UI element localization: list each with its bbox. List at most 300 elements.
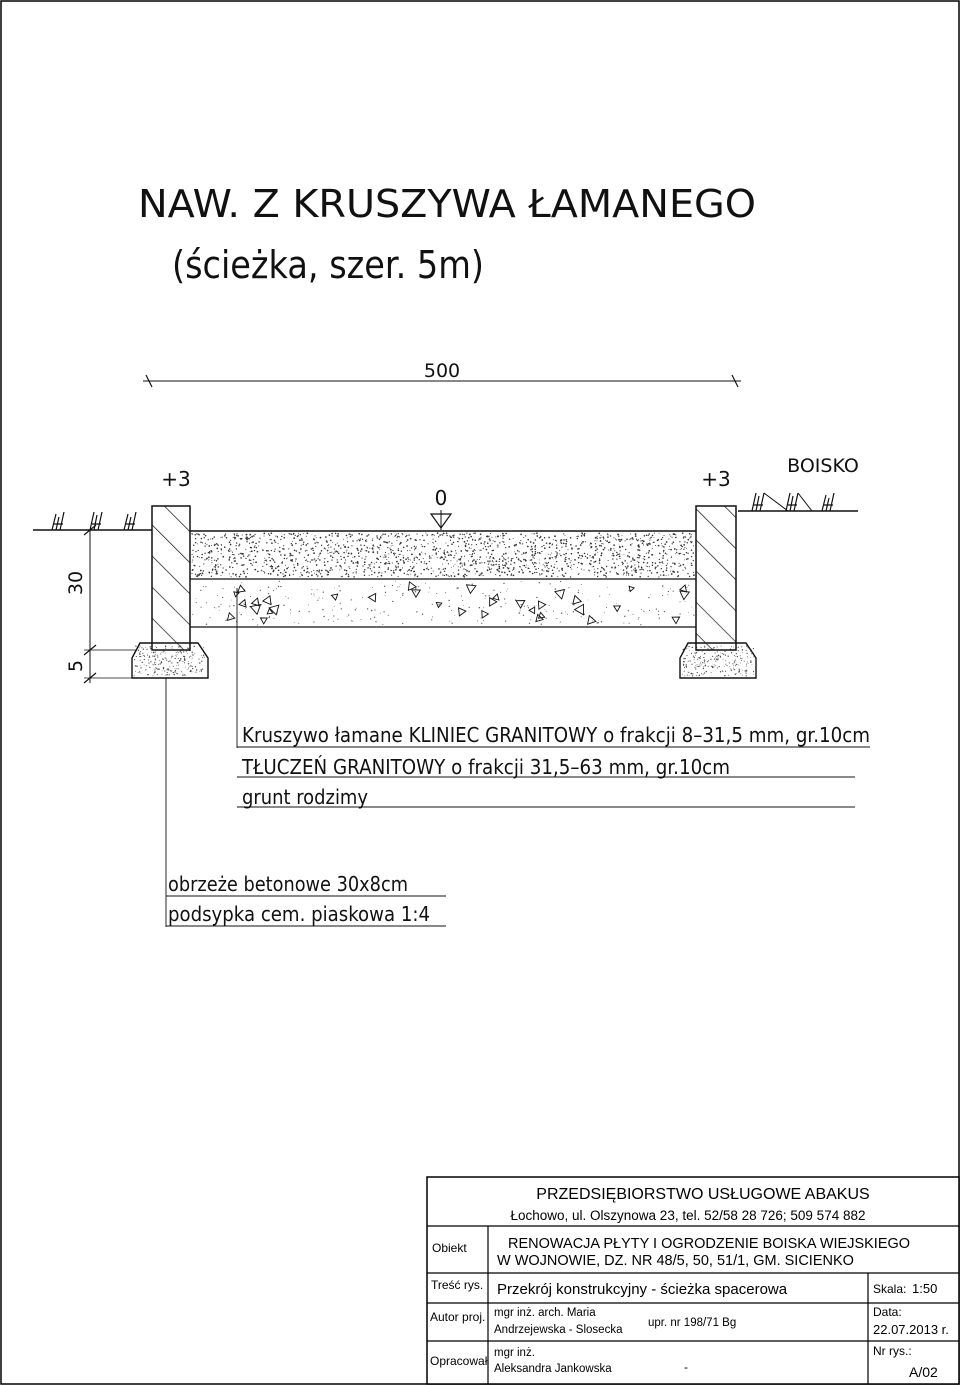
stipple-dot: [201, 671, 202, 672]
stipple-dot: [411, 554, 413, 556]
stipple-dot: [313, 621, 314, 622]
stipple-dot: [667, 594, 668, 595]
stipple-dot: [308, 576, 309, 577]
stipple-dot: [255, 555, 257, 557]
stipple-dot: [319, 597, 320, 598]
stipple-dot: [301, 567, 302, 568]
stipple-dot: [390, 570, 391, 571]
stipple-dot: [149, 656, 150, 657]
stipple-dot: [639, 555, 641, 557]
stipple-dot: [280, 572, 282, 574]
stipple-dot: [219, 610, 220, 611]
stipple-dot: [479, 538, 481, 540]
stipple-dot: [134, 659, 135, 660]
stipple-dot: [619, 550, 620, 551]
stipple-dot: [460, 558, 461, 559]
stipple-dot: [746, 645, 747, 646]
stipple-dot: [295, 570, 296, 571]
stipple-dot: [285, 596, 286, 597]
stipple-dot: [639, 546, 640, 547]
stipple-dot: [222, 597, 223, 598]
stipple-dot: [308, 604, 309, 605]
stipple-dot: [354, 556, 356, 558]
stipple-dot: [541, 546, 542, 547]
stipple-dot: [533, 542, 535, 544]
stipple-dot: [626, 571, 627, 572]
stipple-dot: [617, 554, 618, 555]
stipple-dot: [432, 549, 433, 550]
stipple-dot: [685, 658, 686, 659]
stipple-dot: [503, 565, 504, 566]
stipple-dot: [669, 534, 670, 535]
stipple-dot: [321, 576, 323, 578]
stipple-dot: [196, 669, 197, 670]
stipple-dot: [674, 548, 676, 550]
stipple-dot: [274, 540, 276, 542]
stipple-dot: [262, 549, 264, 551]
stipple-dot: [388, 615, 389, 616]
stipple-dot: [328, 544, 329, 545]
stipple-dot: [697, 672, 698, 673]
stipple-dot: [194, 646, 195, 647]
stipple-dot: [306, 559, 307, 560]
stipple-dot: [172, 656, 173, 657]
stipple-dot: [619, 546, 620, 547]
stipple-dot: [134, 675, 135, 676]
stipple-dot: [531, 546, 533, 548]
stipple-dot: [554, 535, 556, 537]
stipple-dot: [274, 561, 275, 562]
stipple-dot: [422, 614, 423, 615]
stipple-dot: [563, 575, 565, 577]
stipple-dot: [391, 552, 392, 553]
stipple-dot: [435, 576, 437, 578]
stipple-dot: [150, 661, 151, 662]
stipple-dot: [649, 566, 650, 567]
stipple-dot: [370, 568, 371, 569]
stipple-dot: [521, 581, 522, 582]
stipple-dot: [520, 540, 521, 541]
stipple-dot: [221, 575, 222, 576]
stipple-dot: [181, 652, 182, 653]
stipple-dot: [611, 567, 613, 569]
stipple-dot: [195, 672, 196, 673]
stipple-dot: [149, 667, 150, 668]
stipple-dot: [390, 549, 392, 551]
stipple-dot: [202, 542, 203, 543]
stipple-dot: [217, 558, 219, 560]
stipple-dot: [168, 669, 169, 670]
stipple-dot: [635, 533, 636, 534]
stipple-dot: [644, 556, 646, 558]
stipple-dot: [370, 564, 371, 565]
stipple-dot: [597, 538, 598, 539]
stipple-dot: [479, 559, 480, 560]
stipple-dot: [388, 535, 389, 536]
stipple-dot: [401, 550, 402, 551]
stipple-dot: [631, 574, 633, 576]
stipple-dot: [184, 658, 185, 659]
stipple-dot: [245, 576, 247, 578]
stipple-dot: [662, 557, 663, 558]
stipple-dot: [182, 675, 183, 676]
stipple-dot: [555, 588, 556, 589]
stipple-dot: [334, 606, 335, 607]
stipple-dot: [530, 549, 532, 551]
stipple-dot: [174, 674, 175, 675]
stipple-dot: [282, 573, 283, 574]
stipple-dot: [493, 562, 494, 563]
stipple-dot: [525, 560, 526, 561]
stipple-dot: [410, 538, 412, 540]
stipple-dot: [431, 534, 432, 535]
stipple-dot: [691, 564, 693, 566]
stipple-dot: [750, 660, 751, 661]
stipple-dot: [399, 544, 400, 545]
stipple-dot: [450, 536, 451, 537]
stipple-dot: [380, 556, 381, 557]
stipple-dot: [740, 655, 741, 656]
stipple-dot: [520, 534, 522, 536]
stipple-dot: [600, 545, 602, 547]
stipple-dot: [301, 575, 303, 577]
stipple-dot: [315, 535, 316, 536]
stipple-dot: [271, 558, 272, 559]
stipple-dot: [688, 661, 689, 662]
stipple-dot: [447, 551, 448, 552]
stipple-dot: [200, 541, 201, 542]
stipple-dot: [141, 673, 142, 674]
stipple-dot: [266, 564, 267, 565]
stipple-dot: [206, 624, 207, 625]
stipple-dot: [534, 549, 536, 551]
stipple-dot: [311, 559, 313, 561]
stipple-dot: [236, 576, 237, 577]
stipple-dot: [395, 581, 396, 582]
stipple-dot: [444, 575, 445, 576]
stipple-dot: [381, 535, 382, 536]
stipple-dot: [734, 655, 735, 656]
stipple-dot: [348, 574, 349, 575]
stipple-dot: [604, 612, 605, 613]
stipple-dot: [234, 537, 235, 538]
stipple-dot: [483, 575, 484, 576]
stipple-dot: [372, 539, 373, 540]
stipple-dot: [183, 674, 184, 675]
stipple-dot: [432, 534, 433, 535]
stipple-dot: [195, 574, 196, 575]
stipple-dot: [337, 551, 338, 552]
level-right-label: +3: [701, 467, 731, 491]
stipple-dot: [425, 533, 426, 534]
stipple-dot: [157, 669, 158, 670]
stipple-dot: [489, 538, 491, 540]
stipple-dot: [563, 554, 565, 556]
stipple-dot: [253, 559, 254, 560]
stipple-dot: [248, 538, 250, 540]
stipple-dot: [595, 537, 596, 538]
stipple-dot: [395, 535, 396, 536]
stipple-dot: [635, 535, 637, 537]
stipple-dot: [568, 587, 569, 588]
stipple-dot: [688, 672, 689, 673]
stipple-dot: [421, 552, 422, 553]
stipple-dot: [683, 661, 684, 662]
stipple-dot: [403, 547, 405, 549]
stipple-dot: [384, 586, 385, 587]
stipple-dot: [444, 550, 445, 551]
stipple-dot: [684, 667, 685, 668]
stipple-dot: [356, 608, 357, 609]
stipple-dot: [187, 653, 188, 654]
stipple-dot: [433, 570, 434, 571]
stipple-dot: [543, 545, 544, 546]
stipple-dot: [297, 536, 298, 537]
stipple-dot: [464, 576, 466, 578]
stipple-dot: [747, 653, 748, 654]
stipple-dot: [670, 566, 671, 567]
stipple-dot: [730, 668, 731, 669]
stipple-dot: [687, 674, 688, 675]
stipple-dot: [631, 570, 632, 571]
stipple-dot: [435, 541, 436, 542]
stipple-dot: [646, 543, 647, 544]
stipple-dot: [242, 553, 244, 555]
stipple-dot: [426, 534, 428, 536]
stipple-dot: [215, 573, 217, 575]
stipple-dot: [612, 558, 613, 559]
stipple-dot: [446, 532, 448, 534]
stipple-dot: [241, 614, 242, 615]
stipple-dot: [666, 569, 668, 571]
stipple-dot: [403, 562, 405, 564]
stipple-dot: [472, 584, 473, 585]
stipple-dot: [201, 557, 203, 559]
stipple-dot: [154, 673, 155, 674]
stipple-dot: [252, 565, 253, 566]
stipple-dot: [187, 669, 188, 670]
stipple-dot: [527, 539, 529, 541]
stipple-dot: [175, 658, 176, 659]
stipple-dot: [472, 561, 473, 562]
stipple-dot: [560, 555, 561, 556]
stipple-dot: [628, 573, 629, 574]
stipple-dot: [605, 575, 606, 576]
stipple-dot: [498, 564, 499, 565]
stipple-dot: [493, 540, 494, 541]
stipple-dot: [631, 565, 633, 567]
stipple-dot: [277, 537, 278, 538]
stipple-dot: [154, 662, 155, 663]
stipple-dot: [405, 558, 407, 560]
stipple-dot: [389, 541, 390, 542]
stipple-dot: [480, 533, 482, 535]
stipple-dot: [622, 562, 624, 564]
stipple-dot: [214, 560, 215, 561]
stipple-dot: [436, 548, 438, 550]
stipple-dot: [539, 552, 541, 554]
stipple-dot: [270, 573, 272, 575]
stipple-dot: [639, 549, 641, 551]
stipple-dot: [414, 557, 415, 558]
stipple-dot: [397, 536, 398, 537]
stipple-dot: [327, 550, 329, 552]
curb-left: [152, 506, 190, 650]
stipple-dot: [209, 551, 210, 552]
stipple-dot: [467, 550, 469, 552]
level-left-label: +3: [161, 467, 191, 491]
stipple-dot: [503, 567, 505, 569]
stipple-dot: [643, 562, 645, 564]
stipple-dot: [331, 533, 333, 535]
stipple-dot: [165, 653, 166, 654]
stipple-dot: [321, 570, 323, 572]
stipple-dot: [711, 666, 712, 667]
stipple-dot: [304, 557, 305, 558]
stipple-dot: [551, 575, 553, 577]
stipple-dot: [459, 538, 461, 540]
stipple-dot: [615, 538, 616, 539]
stipple-dot: [693, 656, 694, 657]
stipple-dot: [294, 567, 296, 569]
stipple-dot: [578, 548, 580, 550]
stipple-dot: [392, 585, 393, 586]
stipple-dot: [199, 662, 200, 663]
stipple-dot: [446, 574, 448, 576]
stipple-dot: [558, 570, 559, 571]
stipple-dot: [578, 557, 580, 559]
stipple-dot: [624, 616, 625, 617]
stipple-dot: [464, 541, 466, 543]
stipple-dot: [545, 562, 546, 563]
stipple-dot: [549, 558, 550, 559]
stipple-dot: [579, 573, 580, 574]
stipple-dot: [355, 609, 356, 610]
stipple-dot: [610, 535, 611, 536]
stipple-dot: [368, 534, 369, 535]
stipple-dot: [407, 557, 409, 559]
stipple-dot: [230, 544, 232, 546]
stipple-dot: [536, 535, 538, 537]
stipple-dot: [269, 554, 271, 556]
stipple-dot: [497, 546, 498, 547]
stipple-dot: [392, 562, 393, 563]
stipple-dot: [639, 576, 641, 578]
stipple-dot: [548, 568, 549, 569]
stipple-dot: [708, 660, 709, 661]
stipple-dot: [329, 534, 331, 536]
stipple-dot: [638, 539, 639, 540]
stipple-dot: [453, 557, 454, 558]
stipple-dot: [337, 561, 339, 563]
stipple-dot: [687, 558, 689, 560]
stipple-dot: [372, 547, 374, 549]
stipple-dot: [593, 561, 594, 562]
stipple-dot: [192, 658, 193, 659]
stipple-dot: [469, 534, 471, 536]
stipple-dot: [261, 604, 262, 605]
stipple-dot: [319, 559, 320, 560]
stipple-dot: [690, 542, 692, 544]
stipple-dot: [479, 607, 480, 608]
stipple-dot: [560, 621, 561, 622]
stipple-dot: [271, 539, 272, 540]
stipple-dot: [229, 548, 231, 550]
stipple-dot: [595, 553, 596, 554]
prepared-line-1: mgr inż.: [494, 1347, 535, 1359]
stipple-dot: [723, 659, 724, 660]
stipple-dot: [225, 569, 227, 571]
stipple-dot: [453, 566, 454, 567]
stipple-dot: [692, 673, 693, 674]
stipple-dot: [457, 560, 458, 561]
stipple-dot: [392, 601, 393, 602]
stipple-dot: [503, 583, 504, 584]
stipple-dot: [571, 553, 573, 555]
stipple-dot: [414, 549, 415, 550]
stipple-dot: [659, 617, 660, 618]
stipple-dot: [443, 558, 445, 560]
stipple-dot: [514, 545, 516, 547]
stipple-dot: [380, 545, 381, 546]
stipple-dot: [670, 536, 671, 537]
stipple-dot: [295, 535, 296, 536]
stipple-dot: [663, 546, 664, 547]
stipple-dot: [190, 656, 191, 657]
stipple-dot: [236, 535, 237, 536]
stipple-dot: [416, 563, 417, 564]
stipple-dot: [513, 558, 514, 559]
stipple-dot: [500, 535, 501, 536]
stipple-dot: [275, 567, 277, 569]
stipple-dot: [232, 573, 234, 575]
stipple-dot: [247, 568, 249, 570]
stipple-dot: [246, 537, 248, 539]
stipple-dot: [201, 670, 202, 671]
stipple-dot: [658, 545, 660, 547]
stipple-dot: [398, 549, 400, 551]
stipple-dot: [171, 662, 172, 663]
stipple-dot: [377, 551, 378, 552]
stipple-dot: [641, 609, 642, 610]
stipple-dot: [453, 542, 454, 543]
stipple-dot: [393, 570, 394, 571]
stipple-dot: [264, 572, 265, 573]
stipple-dot: [455, 550, 456, 551]
stipple-dot: [716, 656, 717, 657]
stipple-dot: [201, 607, 202, 608]
scale-value: 1:50: [912, 1281, 938, 1296]
stipple-dot: [440, 548, 441, 549]
stipple-dot: [352, 540, 354, 542]
stipple-dot: [595, 546, 597, 548]
stipple-dot: [544, 565, 545, 566]
stipple-dot: [546, 618, 547, 619]
stipple-dot: [697, 659, 698, 660]
stipple-dot: [649, 570, 651, 572]
stipple-dot: [450, 540, 451, 541]
stipple-dot: [432, 604, 433, 605]
stipple-dot: [717, 667, 718, 668]
stipple-dot: [389, 563, 391, 565]
depth-dimension: [65, 525, 140, 683]
stipple-dot: [373, 546, 374, 547]
stipple-dot: [529, 571, 531, 573]
stipple-dot: [144, 659, 145, 660]
stipple-dot: [543, 571, 544, 572]
stipple-dot: [431, 619, 432, 620]
stipple-dot: [346, 570, 348, 572]
